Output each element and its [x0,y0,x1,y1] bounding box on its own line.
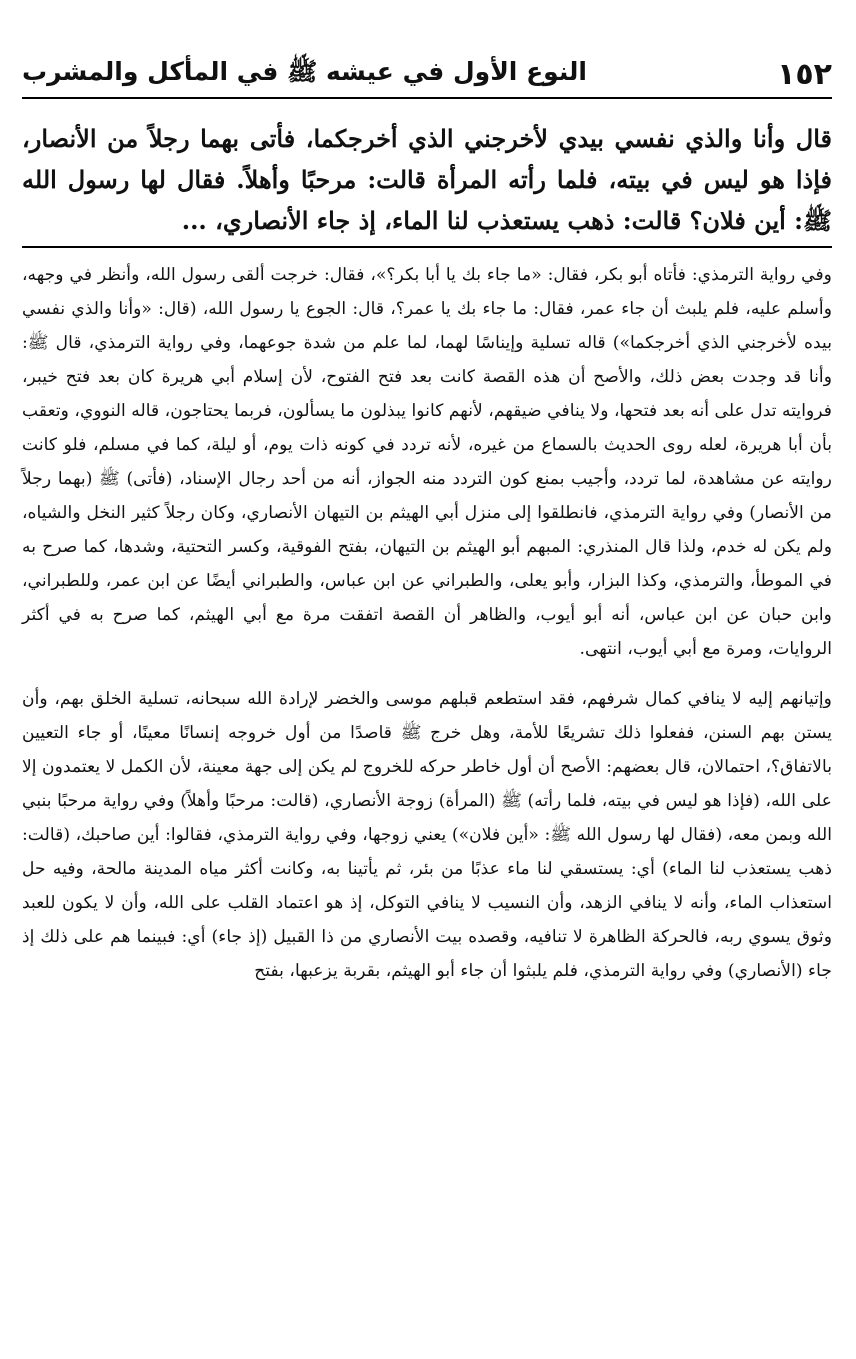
commentary-paragraph-1: وفي رواية الترمذي: فأتاه أبو بكر، فقال: «ما جاء بك يا أبا بكر؟»، فقال: خرجت ألقى رسول الله، وأنظر في وجهه، وأسلم عليه، فلم يلبث أن جاء عمر، فقال: ما جاء بك يا عمر؟، قال: الجوع يا رسول الله، (قال: «وأنا والذي نفسي بيده لأخرجني الذي أخرجكما») قاله تسلية وإيناسًا لهما، لما علم من شدة جوعهما، وفي رواية الترمذي، قال ﷺ: وأنا قد وجدت بعض ذلك، والأصح أن هذه القصة كانت بعد فتح الفتوح، لأن إسلام أبي هريرة كان بعد فتح خيبر، فروايته تدل على أنه بعد فتحها، ولا ينافي ضيقهم، لأنهم كانوا يبذلون ما يسألون، فربما يحتاجون، قاله النووي، وتعقب بأن أبا هريرة، لعله روى الحديث بالسماع من غيره، لأنه تردد في كونه ذات يوم، أو ليلة، كما في مسلم، فلو كانت روايته عن مشاهدة، لما تردد، وأجيب بمنع كون التردد منه الجواز، أنه من أحد رجال الإسناد، (فأتى) ﷺ (بهما رجلاً من الأنصار) وفي رواية الترمذي، فانطلقوا إلى منزل أبي الهيثم بن التيهان الأنصاري، وكان رجلاً كثير النخل والشياه، ولم يكن له خدم، ولذا قال المنذري: المبهم أبو الهيثم بن التيهان، بفتح الفوقية، وكسر التحتية، وشدها، كما صرح به في الموطأ، والترمذي، وكذا البزار، وأبو يعلى، والطبراني عن ابن عباس، والطبراني أيضًا عن ابن عمر، وللطبراني، وابن حبان عن ابن عباس، أنه أبو أيوب، والظاهر أن القصة اتفقت مرة مع أبي الهيثم، كما صرح به في أكثر الروايات، ومرة مع أبي أيوب، انتهى. [22,265,832,659]
header-rule [22,97,832,99]
hadith-text: قال وأنا والذي نفسي بيدي لأخرجني الذي أخرجكما، فأتى بهما رجلاً من الأنصار، فإذا هو ليس في بيته، فلما رأته المرأة قالت: مرحبًا وأهلاً. فقال لها رسول الله ﷺ: أين فلان؟ قالت: ذهب يستعذب لنا الماء، إذ جاء الأنصاري، ... [22,124,832,235]
book-page [22,0,832,1359]
running-title: النوع الأول في عيشه ﷺ في المأكل والمشرب [22,56,587,86]
page-header [22,54,832,94]
page-number: ١٥٢ [777,56,832,92]
commentary [22,258,832,988]
commentary-paragraph-2: وإتيانهم إليه لا ينافي كمال شرفهم، فقد استطعم قبلهم موسى والخضر لإرادة الله سبحانه، تسلية الخلق بهم، وأن يستن بهم السنن، ففعلوا ذلك تشريعًا للأمة، وهل خرج ﷺ قاصدًا من أول خروجه إنسانًا معينًا، أو جاء التعيين بالاتفاق؟، احتمالان، قال بعضهم: الأصح أن أول خاطر حركه للخروج لم يكن إلى جهة معينة، لأن الكمل لا يعتمدون إلا على الله، (فإذا هو ليس في بيته، فلما رأته) ﷺ (المرأة) زوجة الأنصاري، (قالت: مرحبًا وأهلاً) وفي رواية مرحبًا بنبي الله وبمن معه، (فقال لها رسول الله ﷺ: «أين فلان») يعني زوجها، وفي رواية الترمذي، فقالوا: أين صاحبك، (قالت: ذهب يستعذب لنا الماء) أي: يستسقي لنا ماء عذبًا من بئر، ثم يأتينا به، وكانت أكثر مياه المدينة مالحة، وفيه حل استعذاب الماء، وأنه لا ينافي الزهد، وأن النسيب لا ينافي التوكل، إذ هو اعتماد القلب على الله، وأن لا يكون للعبد وثوق يسوي ربه، فالحركة الظاهرة لا تنافيه، وقصده بيت الأنصاري من ذا القبيل (إذ جاء) أي: فبينما هم على ذلك إذ جاء (الأنصاري) وفي رواية الترمذي، فلم يلبثوا أن جاء أبو الهيثم، بقربة يزعبها، بفتح [22,689,832,981]
hadith-rule [22,246,832,248]
